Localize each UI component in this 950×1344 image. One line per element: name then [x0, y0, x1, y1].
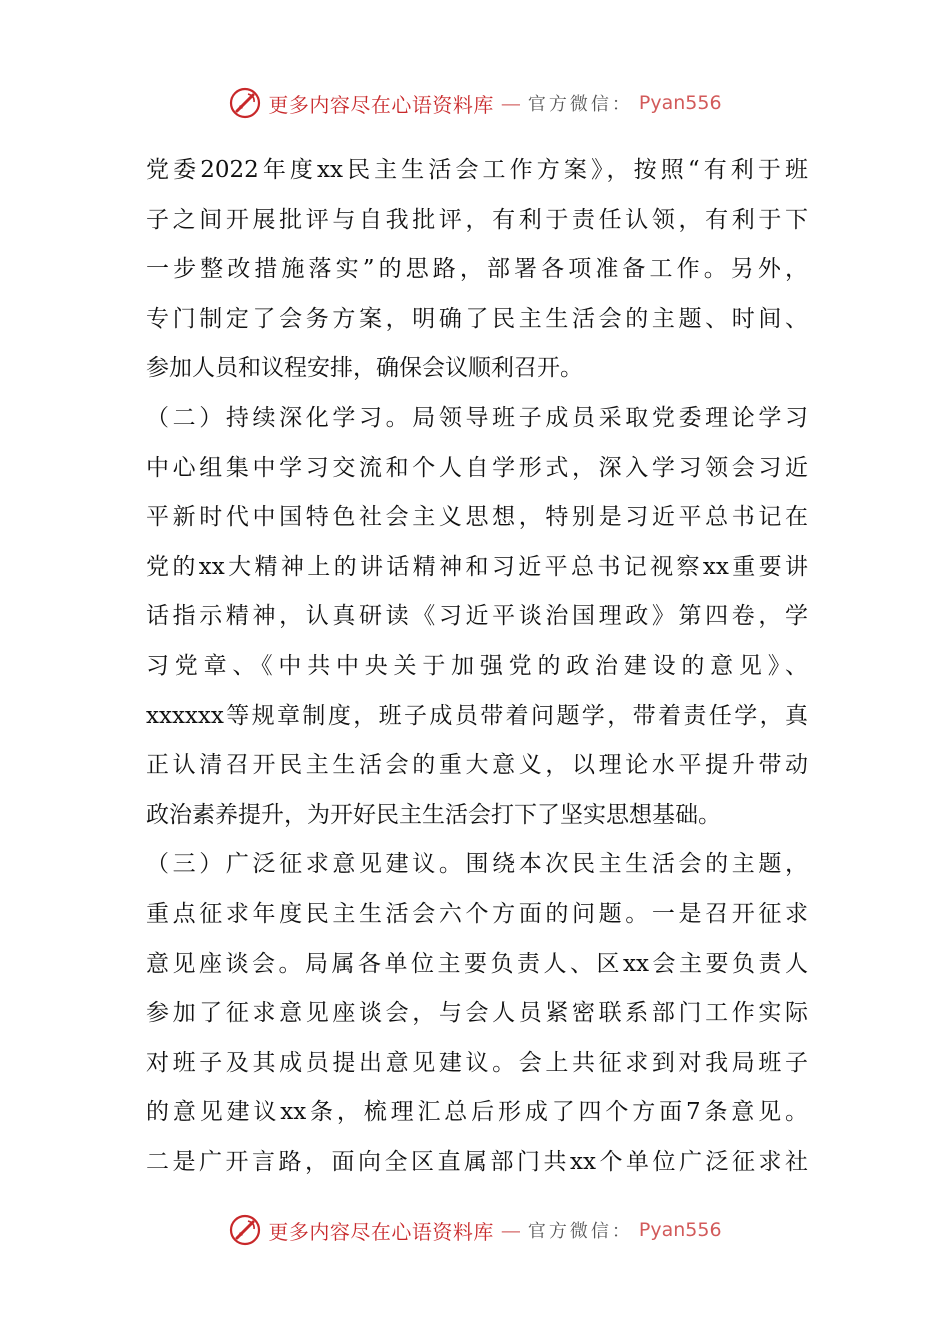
text-line: 平新时代中国特色社会主义思想，特别是习近平总书记在 — [146, 504, 808, 531]
watermark-wechat-label: 官方微信： — [527, 94, 633, 115]
text-line: 专门制定了会务方案，明确了民主生活会的主题、时间、 — [146, 305, 808, 332]
footer-watermark — [0, 1210, 950, 1250]
text-line: （三）广泛征求意见建议。围绕本次民主生活会的主题， — [146, 851, 808, 878]
document-body — [146, 146, 808, 1187]
text-line: 子之间开展批评与自我批评，有利于责任认领，有利于下 — [146, 206, 808, 233]
text-line: 意见座谈会。局属各单位主要负责人、区xx会主要负责人 — [146, 950, 808, 977]
watermark-site-text: 更多内容尽在心语资料库 — [268, 1219, 494, 1244]
pen-logo-icon — [228, 86, 262, 120]
text-line: 习党章、《中共中央关于加强党的政治建设的意见》、 — [146, 652, 808, 679]
watermark-site-text: 更多内容尽在心语资料库 — [268, 92, 494, 117]
pen-logo-icon — [228, 1213, 262, 1247]
watermark-wechat-label: 官方微信： — [527, 1221, 633, 1242]
text-line: （二）持续深化学习。局领导班子成员采取党委理论学习 — [146, 404, 808, 431]
text-line: 党的xx大精神上的讲话精神和习近平总书记视察xx重要讲 — [146, 553, 808, 580]
watermark-separator: — — [500, 91, 521, 115]
text-line: xxxxxx等规章制度，班子成员带着问题学，带着责任学，真 — [146, 702, 808, 729]
text-line: 话指示精神，认真研读《习近平谈治国理政》第四卷，学 — [146, 603, 808, 630]
text-line: 对班子及其成员提出意见建议。会上共征求到对我局班子 — [146, 1049, 808, 1076]
watermark-wechat-id: Pyan556 — [638, 1219, 722, 1241]
watermark-separator: — — [500, 1218, 521, 1242]
text-line: 重点征求年度民主生活会六个方面的问题。一是召开征求 — [146, 900, 808, 927]
text-line: 参加人员和议程安排，确保会议顺利召开。 — [146, 355, 583, 382]
text-line: 党委2022年度xx民主生活会工作方案》，按照“有利于班 — [146, 157, 808, 183]
watermark-wechat-id: Pyan556 — [638, 92, 722, 114]
header-watermark — [0, 83, 950, 123]
text-line: 政治素养提升，为开好民主生活会打下了坚实思想基础。 — [146, 801, 721, 828]
text-line: 正认清召开民主生活会的重大意义，以理论水平提升带动 — [146, 752, 808, 779]
text-line: 的意见建议xx条，梳理汇总后形成了四个方面7条意见。 — [146, 1099, 808, 1126]
text-line: 一步整改措施落实”的思路，部署各项准备工作。另外， — [146, 256, 808, 283]
text-line: 中心组集中学习交流和个人自学形式，深入学习领会习近 — [146, 454, 808, 481]
text-line: 参加了征求意见座谈会，与会人员紧密联系部门工作实际 — [146, 1000, 808, 1027]
text-line: 二是广开言路，面向全区直属部门共xx个单位广泛征求社 — [146, 1148, 808, 1175]
